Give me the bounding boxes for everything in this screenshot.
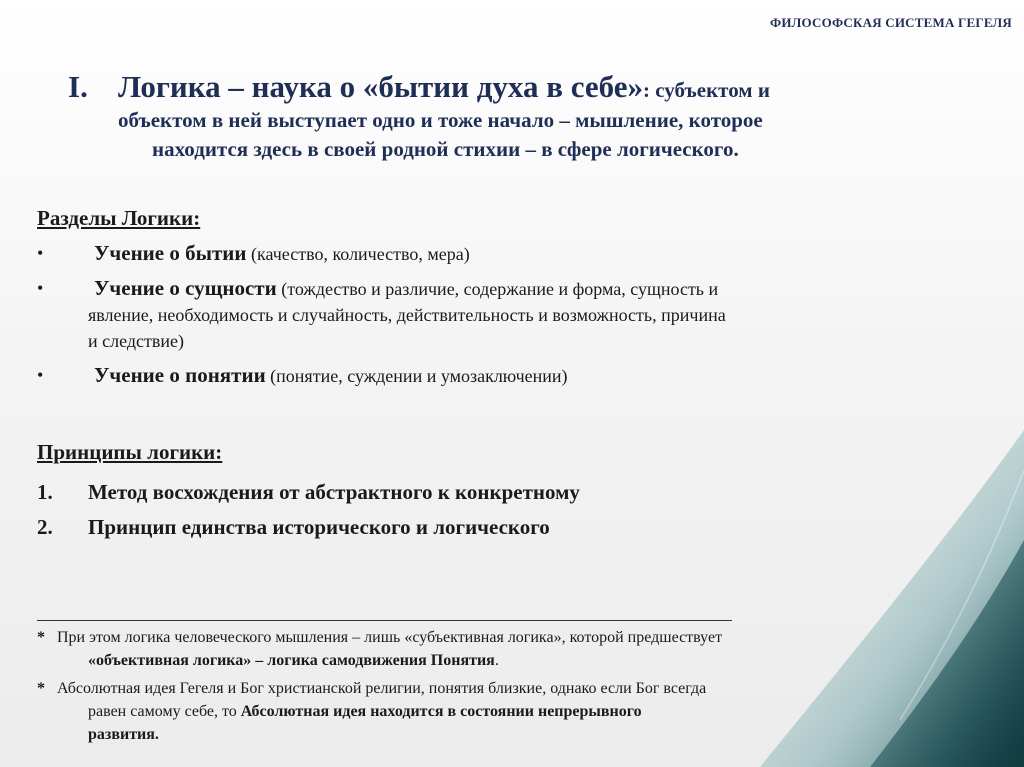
list-item bbox=[37, 275, 987, 354]
footnote-2 bbox=[37, 677, 997, 746]
footnote-bold: «объективная логика» – логика самодвижения Понятия bbox=[88, 652, 495, 669]
footnote-bold-line3: развития. bbox=[88, 726, 159, 743]
list-item-desc: (тождество и различие, содержание и форма, сущность и bbox=[276, 279, 719, 299]
list-item bbox=[37, 513, 987, 541]
list-item bbox=[37, 240, 987, 267]
list-item-cont: явление, необходимость и случайность, действительность и возможность, причина bbox=[88, 305, 726, 325]
principles-title: Принципы логики: bbox=[37, 440, 223, 464]
list-item bbox=[37, 362, 987, 389]
list-item-cont-2: и следствие) bbox=[88, 331, 184, 351]
list-item bbox=[37, 478, 987, 506]
sections-title: Разделы Логики: bbox=[37, 206, 201, 230]
heading-line-2: объектом в ней выступает одно и тоже начало – мышление, которое bbox=[118, 108, 763, 132]
heading-line-3: находится здесь в своей родной стихии – в сфере логического. bbox=[152, 137, 739, 161]
footnote-marker: * bbox=[37, 680, 45, 697]
list-item-text: Метод восхождения от абстрактного к конкретному bbox=[88, 480, 580, 504]
footnote-marker: * bbox=[37, 629, 45, 646]
bullet: • bbox=[37, 243, 44, 263]
footnote-text: Абсолютная идея Гегеля и Бог христианской религии, понятия близкие, однако если Бог всегда bbox=[53, 680, 707, 697]
sections-list bbox=[37, 240, 987, 393]
footnote-text-line2: равен самому себе, то bbox=[88, 703, 241, 720]
list-item-term: Учение о бытии bbox=[94, 241, 247, 265]
bullet: • bbox=[37, 278, 44, 298]
heading-number: I. bbox=[68, 69, 88, 104]
list-item-term: Учение о понятии bbox=[94, 363, 266, 387]
main-heading bbox=[68, 70, 998, 164]
bullet: • bbox=[37, 365, 44, 385]
list-item-number: 1. bbox=[37, 480, 53, 504]
heading-continuation: : субъектом и bbox=[643, 78, 770, 102]
footnote-bold: Абсолютная идея находится в состоянии непрерывного bbox=[240, 703, 642, 720]
footnote-1 bbox=[37, 626, 997, 672]
footnote-tail: . bbox=[494, 652, 499, 669]
slide-header-title: ФИЛОСОФСКАЯ СИСТЕМА ГЕГЕЛЯ bbox=[769, 15, 1012, 30]
heading-title-end: » bbox=[627, 69, 644, 104]
list-item-desc: (понятие, суждении и умозаключении) bbox=[265, 366, 568, 386]
heading-title: Логика – наука о «бытии духа в себе bbox=[118, 69, 628, 104]
footnote-text: При этом логика человеческого мышления – лишь «субъективная логика», которой предшествует bbox=[53, 629, 723, 646]
principles-list bbox=[37, 478, 987, 548]
footnote-divider bbox=[37, 620, 732, 621]
list-item-number: 2. bbox=[37, 515, 53, 539]
list-item-text: Принцип единства исторического и логического bbox=[88, 515, 550, 539]
list-item-term: Учение о сущности bbox=[94, 276, 277, 300]
list-item-desc: (качество, количество, мера) bbox=[246, 244, 470, 264]
